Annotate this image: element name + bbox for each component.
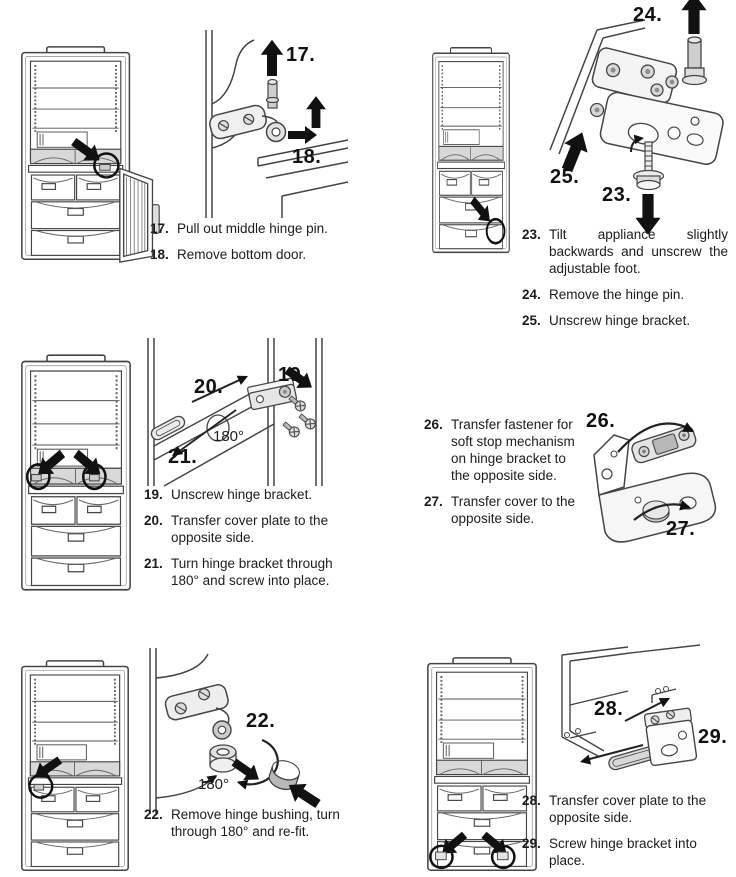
steps-22 <box>144 806 359 849</box>
fridge-bottom-hinge-diagram <box>430 45 512 257</box>
step-text: Unscrew hinge bracket. <box>171 487 313 502</box>
step-text: Remove bottom door. <box>177 247 307 262</box>
step-text: Transfer fastener for soft stop mechanism on hinge bracket to the opposite side. <box>451 417 575 483</box>
step-text: Tilt appliance slightly backwards and unscrew the adjustable foot. <box>549 227 728 276</box>
figure-label-22: 22. <box>246 710 276 732</box>
step-number: 22. <box>144 807 163 822</box>
steps-17-18 <box>150 220 350 272</box>
step-item <box>522 226 728 277</box>
step-text: Remove the hinge pin. <box>549 287 685 302</box>
cover-plate-bracket-detail-diagram <box>540 645 736 795</box>
angle-label-bottom: 180° <box>198 776 230 793</box>
step-item <box>522 286 728 303</box>
fridge-middle-hinge-left-diagram <box>18 658 132 875</box>
step-item <box>424 493 576 527</box>
step-number: 18. <box>150 247 169 262</box>
step-number: 20. <box>144 513 163 528</box>
figure-label-26: 26. <box>586 410 616 432</box>
step-number: 24. <box>522 287 541 302</box>
step-number: 26. <box>424 417 443 432</box>
figure-label-25: 25. <box>550 166 580 188</box>
step-text: Transfer cover plate to the opposite side. <box>171 513 329 545</box>
figure-label-29: 29. <box>698 726 728 748</box>
step-item <box>144 555 349 589</box>
fridge-open-door-diagram <box>18 44 164 264</box>
step-item <box>144 806 359 840</box>
figure-label-17: 17. <box>286 44 316 66</box>
step-item <box>522 835 722 869</box>
step-item <box>144 512 349 546</box>
bottom-hinge-bracket-detail-diagram <box>545 2 736 224</box>
figure-label-19: 19. <box>278 364 308 386</box>
step-number: 21. <box>144 556 163 571</box>
step-text: Transfer cover to the opposite side. <box>451 494 576 526</box>
steps-19-21 <box>144 486 349 598</box>
fridge-middle-hinges-diagram <box>18 352 134 595</box>
step-text: Turn hinge bracket through 180° and screw into place. <box>171 556 333 588</box>
step-number: 17. <box>150 221 169 236</box>
step-number: 25. <box>522 313 541 328</box>
step-text: Screw hinge bracket into place. <box>549 836 697 868</box>
step-item <box>150 246 350 263</box>
step-text: Remove hinge bushing, turn through 180° and re-fit. <box>171 807 340 839</box>
figure-label-21: 21. <box>168 446 198 468</box>
figure-label-20: 20. <box>194 376 224 398</box>
step-item <box>144 486 349 503</box>
step-item <box>150 220 350 237</box>
figure-label-18: 18. <box>292 146 322 168</box>
figure-label-23: 23. <box>602 184 632 206</box>
step-item <box>522 792 722 826</box>
step-number: 27. <box>424 494 443 509</box>
figure-label-27: 27. <box>666 518 696 540</box>
angle-label-mid: 180° <box>213 428 245 445</box>
step-number: 23. <box>522 227 541 242</box>
step-number: 28. <box>522 793 541 808</box>
steps-26-27 <box>424 416 576 536</box>
step-text: Unscrew hinge bracket. <box>549 313 691 328</box>
steps-23-25 <box>522 226 728 338</box>
middle-hinge-detail-diagram <box>196 30 348 218</box>
hinge-bushing-detail-diagram <box>138 648 323 814</box>
step-number: 19. <box>144 487 163 502</box>
step-item <box>522 312 728 329</box>
step-text: Transfer cover plate to the opposite side. <box>549 793 707 825</box>
figure-label-24: 24. <box>633 4 663 26</box>
step-number: 29. <box>522 836 541 851</box>
step-text: Pull out middle hinge pin. <box>177 221 328 236</box>
step-item <box>424 416 576 484</box>
figure-label-28: 28. <box>594 698 624 720</box>
steps-28-29 <box>522 792 722 877</box>
